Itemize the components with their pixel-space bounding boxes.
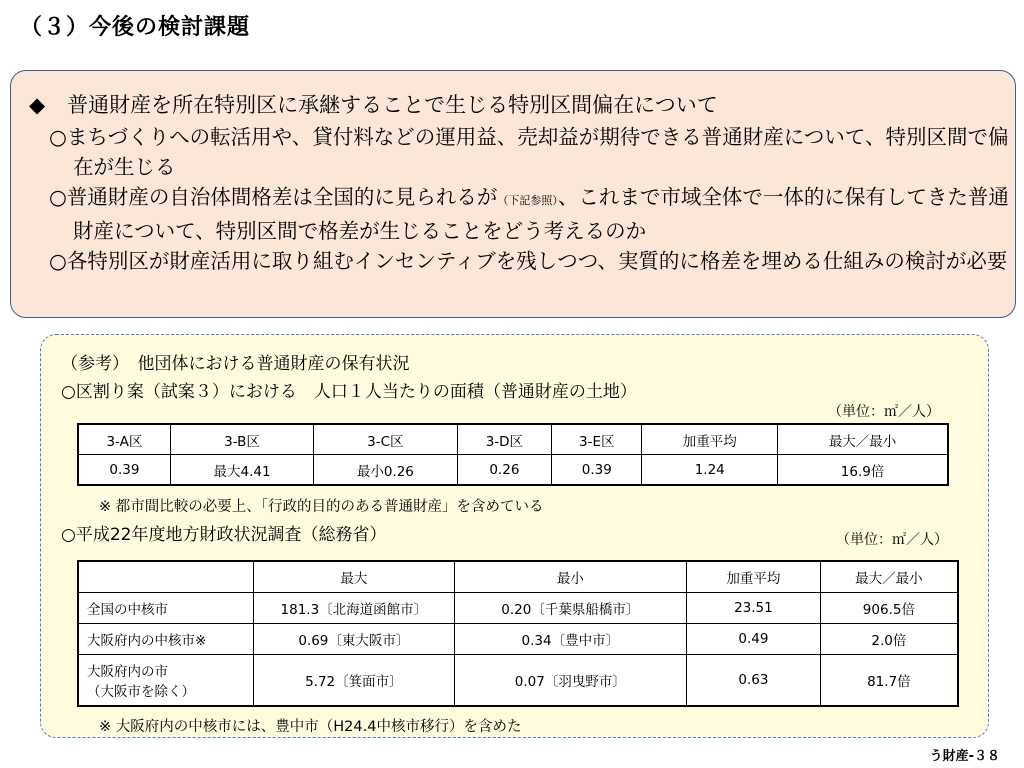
row-label-line-2: （大阪市を除く） — [87, 684, 195, 700]
table-header-cell: 最大／最小 — [820, 561, 958, 593]
table-header-cell: 3-B区 — [170, 424, 313, 455]
row-label-line-1: 大阪府内の市 — [87, 664, 168, 680]
section2-title: ○平成22年度地方財政状況調査（総務省） — [61, 525, 387, 545]
table-header-cell: 3-D区 — [457, 424, 552, 455]
table-row — [78, 593, 958, 624]
table-cell: 16.9倍 — [778, 455, 948, 486]
table-cell: 5.72〔箕面市〕 — [254, 655, 455, 707]
table-header-cell: 最大 — [254, 561, 455, 593]
district-area-table — [77, 423, 949, 486]
table-cell: 906.5倍 — [820, 593, 958, 624]
page-number: う財産-３８ — [929, 749, 1000, 764]
table1-note: ※ 都市間比較の必要上、「行政的目的のある普通財産」を含めている — [99, 499, 544, 515]
table-header-cell: 最小 — [454, 561, 686, 593]
table-cell: 23.51 — [687, 593, 821, 624]
issue-bullet-2 — [49, 182, 1011, 246]
table-cell: 最小0.26 — [314, 455, 457, 486]
table-header-cell: 加重平均 — [687, 561, 821, 593]
section1-title: ○区割り案（試案３）における 人口１人当たりの面積（普通財産の土地） — [61, 382, 637, 402]
reference-heading: （参考） 他団体における普通財産の保有状況 — [61, 354, 410, 374]
fiscal-survey-table — [77, 560, 959, 707]
issue-bullet-3: ○各特別区が財産活用に取り組むインセンティブを残しつつ、実質的に格差を埋める仕組みの検討が必要 — [49, 249, 1008, 273]
reference-box — [40, 334, 989, 738]
page-title: （３）今後の検討課題 — [20, 15, 251, 40]
diamond-bullet-icon: ◆ — [29, 93, 46, 117]
table-cell: 1.24 — [642, 455, 778, 486]
table-cell: 0.39 — [78, 455, 170, 486]
issues-heading — [29, 89, 718, 119]
issues-bullet-list — [49, 122, 1011, 276]
table-cell: 2.0倍 — [820, 624, 958, 655]
table-row — [78, 624, 958, 655]
table2-note: ※ 大阪府内の中核市には、豊中市（H24.4中核市移行）を含めた — [99, 719, 522, 735]
table-header-cell: 加重平均 — [642, 424, 778, 455]
table-header-cell: 3-E区 — [552, 424, 642, 455]
table-cell: 0.07〔羽曳野市〕 — [454, 655, 686, 707]
table-cell: 0.39 — [552, 455, 642, 486]
table-header-cell — [78, 561, 254, 593]
table-header-row — [78, 424, 948, 455]
row-label — [78, 655, 254, 707]
issue-bullet-2-post: 、これまで市域全体で一体的に保有してきた普通財産について、特別区間で格差が生じることをどう考えるのか — [73, 185, 1009, 243]
table-header-cell: 最大／最小 — [778, 424, 948, 455]
table-row — [78, 655, 958, 707]
issue-bullet-2-pre: ○普通財産の自治体間格差は全国的に見られるが — [49, 185, 498, 209]
table-cell: 最大4.41 — [170, 455, 313, 486]
table-cell: 0.49 — [687, 624, 821, 655]
row-label: 大阪府内の中核市※ — [78, 624, 254, 655]
table-cell: 0.34〔豊中市〕 — [454, 624, 686, 655]
issues-box — [10, 70, 1016, 318]
issue-bullet-2-note: （下記参照） — [497, 194, 558, 207]
table2-unit: （単位：㎡／人） — [836, 532, 948, 548]
row-label: 全国の中核市 — [78, 593, 254, 624]
table-header-row — [78, 561, 958, 593]
table1-unit: （単位：㎡／人） — [828, 404, 940, 420]
issue-bullet-1: ○まちづくりへの転活用や、貸付料などの運用益、売却益が期待できる普通財産について、特別区間で偏在が生じる — [49, 125, 1009, 179]
table-cell: 0.69〔東大阪市〕 — [254, 624, 455, 655]
table-header-cell: 3-C区 — [314, 424, 457, 455]
table-cell: 0.63 — [687, 655, 821, 707]
issues-heading-text: 普通財産を所在特別区に承継することで生じる特別区間偏在について — [67, 93, 718, 117]
table-row — [78, 455, 948, 486]
table-header-cell: 3-A区 — [78, 424, 170, 455]
table-cell: 81.7倍 — [820, 655, 958, 707]
table-cell: 181.3〔北海道函館市〕 — [254, 593, 455, 624]
table-cell: 0.26 — [457, 455, 552, 486]
table-cell: 0.20〔千葉県船橋市〕 — [454, 593, 686, 624]
